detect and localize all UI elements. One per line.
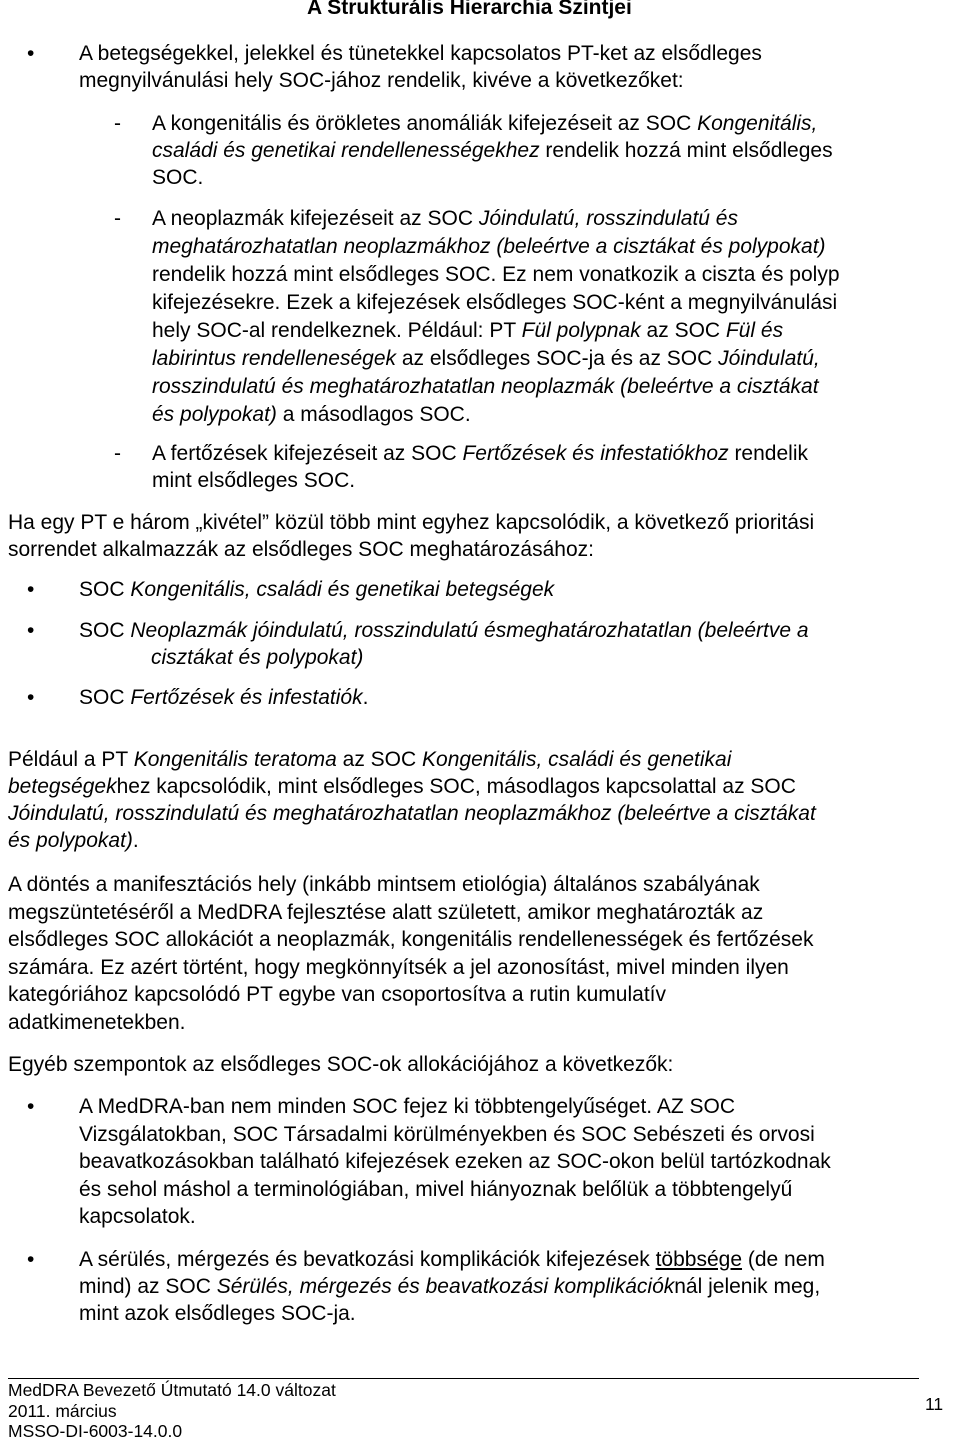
bullet-icon: • [27,619,35,642]
page-number: 11 [925,1394,944,1414]
list-item: A sérülés, mérgezés és bevatkozási komplikációk kifejezések többsége (de nem mind) az SOC Sérülés, mérgezés és beavatkozási komplikációknál jelenik meg, mint azok elsődleges SOC-ja. [79,1248,825,1325]
footer-date: 2011. március [8,1401,117,1421]
sub-list-item: A neoplazmák kifejezéseit az SOC Jóindulatú, rosszindulatú és meghatározhatatlan neoplazmákhoz (beleértve a cisztákat és polypokat) rendelik hozzá mint elsődleges SOC. Ez nem vonatkozik a ciszta és polyp kifejezésekre. Ezek a kifejezések elsődleges SOC-ként a megnyilvánulási hely SOC-al rendelkeznek. Például: PT Fül polypnak az SOC Fül és labirintus rendelleneségek az elsődleges SOC-ja és az SOC Jóindulatú, rosszindulatú és meghatározhatatlan neoplazmák (beleértve a cisztákat és polypokat) a másodlagos SOC. [152,207,840,426]
list-item: A MedDRA-ban nem minden SOC fejez ki többtengelyűséget. AZ SOC Vizsgálatokban, SOC Társadalmi körülményekben és SOC Sebészeti és orvosi beavatkozásokban található kifejezések ezeken az SOC-okon belül tartózkodnak és sehol máshol a terminológiában, mivel hiányoznak belőlük a többtengelyű kapcsolatok. [79,1095,831,1228]
bullet-icon: • [27,1248,35,1271]
paragraph: Ha egy PT e három „kivétel” közül több mint egyhez kapcsolódik, a következő prioritási sorrendet alkalmazzák az elsődleges SOC meghatározásához: [8,511,815,561]
bullet-icon: • [27,1095,35,1118]
dash-icon: - [114,442,121,465]
bullet-icon: • [27,42,35,65]
list-item: SOC Kongenitális, családi és genetikai betegségek [79,578,555,601]
list-item: SOC Fertőzések és infestatiók. [79,686,369,709]
dash-icon: - [114,112,121,135]
sub-list-item: A kongenitális és örökletes anomáliák kifejezéseit az SOC Kongenitális, családi és genetikai rendellenességekhez rendelik hozzá mint elsődleges SOC. [152,112,833,189]
dash-icon: - [114,207,121,230]
bullet-icon: • [27,578,35,601]
paragraph: Például a PT Kongenitális teratoma az SOC Kongenitális, családi és genetikai betegségekhez kapcsolódik, mint elsődleges SOC, másodlagos kapcsolattal az SOC Jóindulatú, rosszindulatú és meghatározhatatlan neoplazmákhoz (beleértve a cisztákat és polypokat). [8,748,816,852]
list-item: A betegségekkel, jelekkel és tünetekkel kapcsolatos PT-ket az elsődleges megnyilvánulási hely SOC-jához rendelik, kivéve a következőket: [79,42,762,92]
bullet-icon: • [27,686,35,709]
footer-doc-id: MSSO-DI-6003-14.0.0 [8,1421,183,1441]
footer-divider [8,1378,919,1379]
page-header-title: A Strukturális Hierarchia Szintjei [307,0,632,19]
paragraph: A döntés a manifesztációs hely (inkább mintsem etiológia) általános szabályának megszüntetéséről a MedDRA fejlesztése alatt született, amikor meghatározták az elsődleges SOC allokációt a neoplazmák, kongenitális rendellenességek és fertőzések számára. Ez azért történt, hogy megkönnyítsék a jel azonosítást, mivel minden ilyen kategóriához kapcsolódó PT egybe van csoportosítva a rutin kumulatív adatkimenetekben. [8,873,814,1034]
list-item: SOC Neoplazmák jóindulatú, rosszindulatú ésmeghatározhatatlan (beleértve a cisztákat és polypokat) [79,619,809,669]
sub-list-item: A fertőzések kifejezéseit az SOC Fertőzések és infestatiókhoz rendelik mint elsődleges SOC. [152,442,808,492]
paragraph: Egyéb szempontok az elsődleges SOC-ok allokációjához a következők: [8,1053,674,1076]
footer-title: MedDRA Bevezető Útmutató 14.0 változat [8,1380,336,1400]
